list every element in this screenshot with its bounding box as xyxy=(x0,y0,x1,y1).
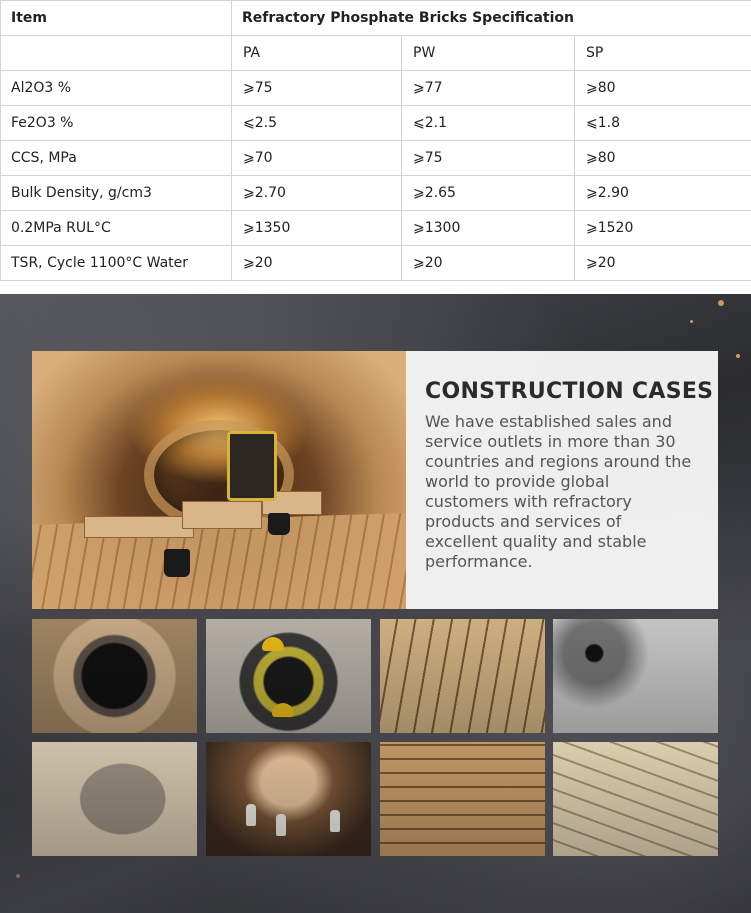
row-value: ⩾75 xyxy=(232,71,402,106)
photo-shade xyxy=(380,619,545,733)
row-value: ⩾77 xyxy=(402,71,575,106)
row-value: ⩾2.65 xyxy=(402,176,575,211)
row-value: ⩾1300 xyxy=(402,211,575,246)
row-value: ⩾20 xyxy=(232,246,402,281)
spec-table xyxy=(0,0,751,281)
spark-decoration xyxy=(718,300,724,306)
row-value: ⩾20 xyxy=(575,246,751,281)
case-photo-shaft-workers xyxy=(206,619,371,733)
table-row xyxy=(1,176,751,211)
photo-shade xyxy=(553,619,718,733)
photo-shade xyxy=(553,742,718,856)
case-photo-wall-install xyxy=(553,742,718,856)
grade-cell: PW xyxy=(402,36,575,71)
case-photo-tunnel-bore xyxy=(553,619,718,733)
row-value: ⩾80 xyxy=(575,141,751,176)
row-item: TSR, Cycle 1100°C Water xyxy=(1,246,232,281)
row-value: ⩾80 xyxy=(575,71,751,106)
row-value: ⩽1.8 xyxy=(575,106,751,141)
photo-shade xyxy=(206,619,371,733)
row-item: Al2O3 % xyxy=(1,71,232,106)
loader-machine xyxy=(227,431,277,501)
case-photo-brick-wall xyxy=(380,619,545,733)
brick-stack xyxy=(84,516,194,538)
case-photo-scaffold-crew xyxy=(206,742,371,856)
section-description: We have established sales and service outlets in more than 30 countries and regions around the world to provide global customers with refractory products and services of excellent quality and stable performance. xyxy=(425,412,692,571)
table-row xyxy=(1,106,751,141)
photo-shade xyxy=(206,742,371,856)
spec-title-header: Refractory Phosphate Bricks Specification xyxy=(232,1,751,36)
bucket xyxy=(164,549,190,577)
row-value: ⩽2.1 xyxy=(402,106,575,141)
brick-stack xyxy=(182,501,262,529)
table-row xyxy=(1,71,751,106)
bucket xyxy=(268,513,290,535)
spec-header-row xyxy=(1,1,751,36)
row-value: ⩾1350 xyxy=(232,211,402,246)
row-item: CCS, MPa xyxy=(1,141,232,176)
photo-shade xyxy=(32,619,197,733)
table-row xyxy=(1,211,751,246)
item-header: Item xyxy=(1,1,232,36)
construction-cases-card xyxy=(406,351,718,609)
case-photo-dome-interior xyxy=(32,742,197,856)
row-value: ⩾2.70 xyxy=(232,176,402,211)
grade-cell: SP xyxy=(575,36,751,71)
table-row xyxy=(1,246,751,281)
case-photo-kiln-top xyxy=(32,619,197,733)
grade-cell: PA xyxy=(232,36,402,71)
spark-decoration xyxy=(690,320,693,323)
spark-decoration xyxy=(16,874,20,878)
tunnel-lining-photo xyxy=(32,351,406,609)
grade-row xyxy=(1,36,751,71)
section-title: CONSTRUCTION CASES xyxy=(425,379,714,404)
case-photo-curved-lining xyxy=(380,742,545,856)
row-value: ⩾75 xyxy=(402,141,575,176)
row-value: ⩾70 xyxy=(232,141,402,176)
row-item: Fe2O3 % xyxy=(1,106,232,141)
row-value: ⩽2.5 xyxy=(232,106,402,141)
table-row xyxy=(1,141,751,176)
row-item: Bulk Density, g/cm3 xyxy=(1,176,232,211)
row-value: ⩾2.90 xyxy=(575,176,751,211)
row-item: 0.2MPa RUL°C xyxy=(1,211,232,246)
spark-decoration xyxy=(736,354,740,358)
photo-shade xyxy=(380,742,545,856)
photo-shade xyxy=(32,742,197,856)
row-value: ⩾20 xyxy=(402,246,575,281)
construction-cases-section xyxy=(0,294,751,913)
grade-blank-cell xyxy=(1,36,232,71)
row-value: ⩾1520 xyxy=(575,211,751,246)
